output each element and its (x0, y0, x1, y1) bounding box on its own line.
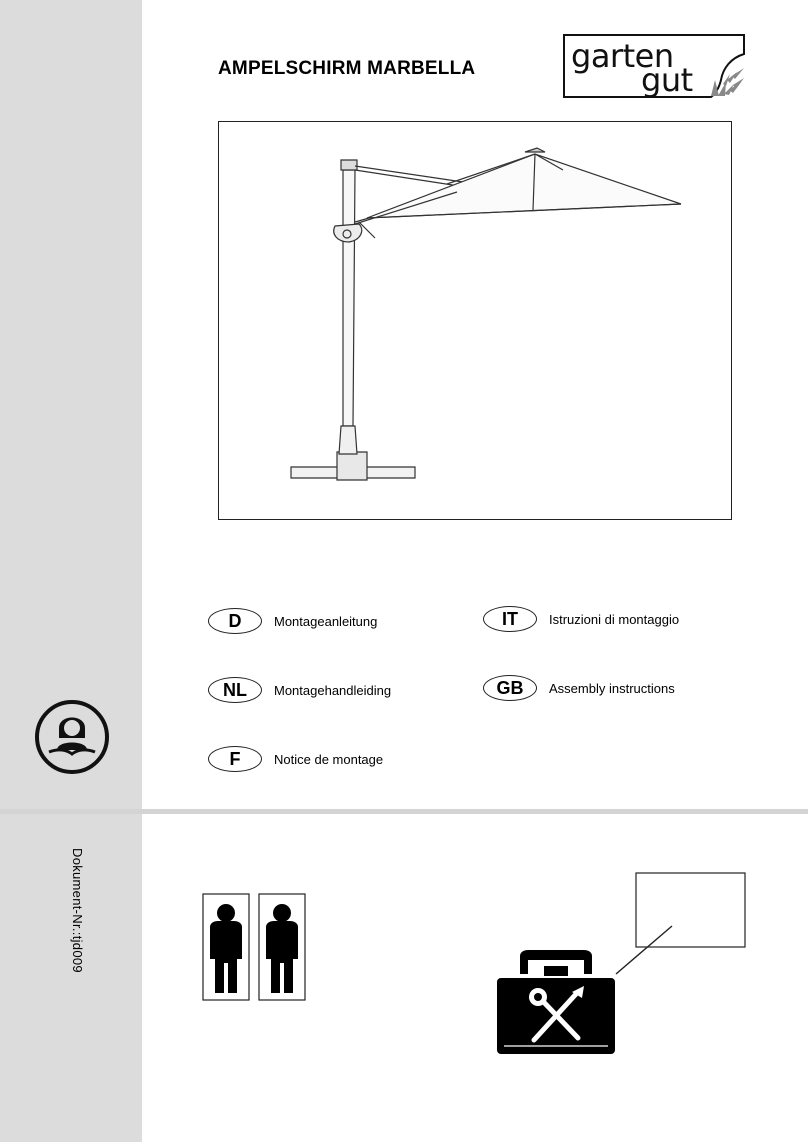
logo-text-garten: garten (571, 37, 674, 75)
read-manual-icon (33, 698, 111, 781)
gartengut-logo (563, 34, 745, 98)
language-row-f (208, 745, 383, 773)
lang-label-d: Montageanleitung (274, 613, 378, 629)
cantilever-umbrella-drawing (219, 122, 731, 519)
language-row-gb (483, 674, 675, 702)
language-row-d (208, 607, 377, 635)
language-row-nl (208, 676, 391, 704)
lang-label-nl: Montagehandleiding (274, 682, 392, 698)
lang-badge-it: IT (483, 606, 537, 632)
section-divider (0, 809, 808, 814)
lang-label-gb: Assembly instructions (549, 680, 675, 696)
umbrella-illustration (218, 121, 732, 520)
document-number: Dokument-Nr.:tjd009 (70, 848, 85, 973)
two-persons-icon (202, 893, 306, 1008)
language-row-it (483, 605, 679, 633)
lang-badge-d: D (208, 608, 262, 634)
lang-badge-nl: NL (208, 677, 262, 703)
toolbox-icon (494, 870, 748, 1063)
document-title: AMPELSCHIRM MARBELLA (218, 58, 476, 79)
lang-label-f: Notice de montage (274, 751, 384, 767)
lang-badge-gb: GB (483, 675, 537, 701)
lang-label-it: Istruzioni di montaggio (549, 611, 680, 627)
logo-text-gut: gut (641, 61, 693, 99)
lang-badge-f: F (208, 746, 262, 772)
